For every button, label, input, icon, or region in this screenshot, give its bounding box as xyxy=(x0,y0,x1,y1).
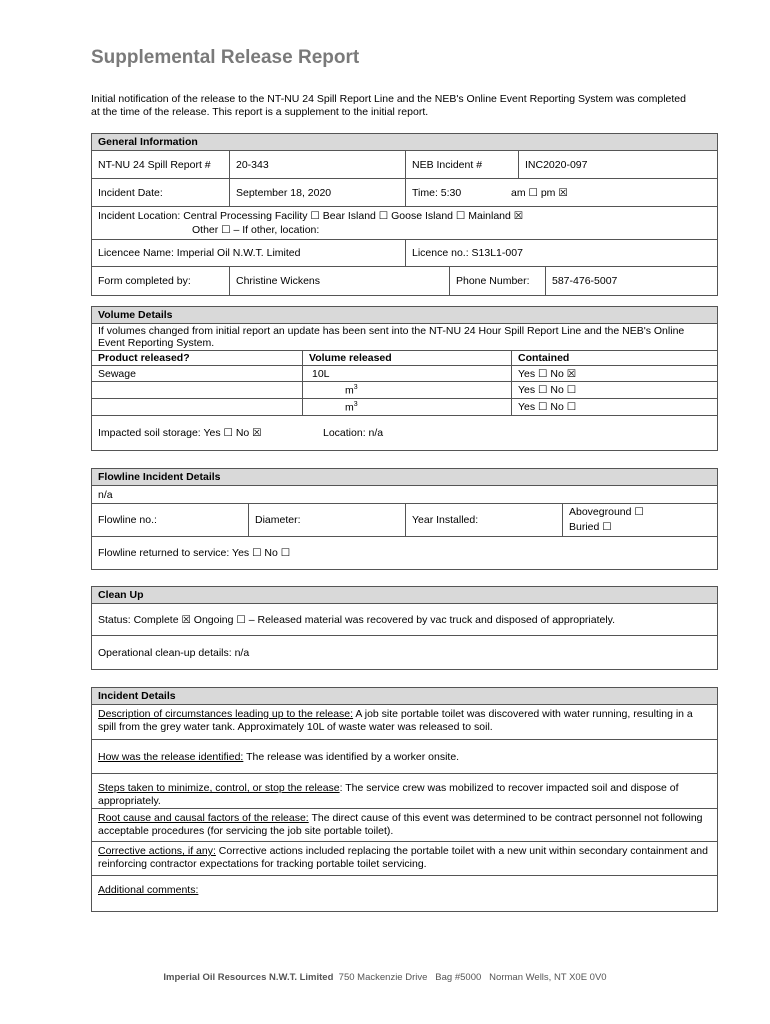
incident-location-options: Incident Location: Central Processing Facility ☐ Bear Island ☐ Goose Island ☐ Mainland ☒ xyxy=(98,210,524,222)
form-completed-row xyxy=(92,267,717,295)
contained-header: Contained xyxy=(518,352,570,364)
incident-time: Time: 5:30 xyxy=(412,186,462,199)
phone-number-value: 587-476-5007 xyxy=(552,275,618,287)
year-installed-label: Year Installed: xyxy=(412,514,479,526)
spill-report-label: NT-NU 24 Spill Report # xyxy=(98,158,211,171)
cleanup-operational: Operational clean-up details: n/a xyxy=(98,646,250,659)
contained-value: Yes ☐ No ☐ xyxy=(518,384,577,396)
incident-location-other: Other ☐ – If other, location: xyxy=(192,224,320,236)
footer-company: Imperial Oil Resources N.W.T. Limited xyxy=(163,972,334,983)
incident-date-value: September 18, 2020 xyxy=(236,186,332,199)
flowline-na-row xyxy=(92,486,717,504)
flowline-section xyxy=(91,468,718,570)
volume-details-header: Volume Details xyxy=(92,307,717,324)
soil-storage-row xyxy=(92,416,717,450)
licence-number: Licence no.: S13L1-007 xyxy=(412,247,523,259)
additional-comments-row xyxy=(92,876,717,911)
volume-unit: $m^3$ xyxy=(345,383,358,397)
buried-checkbox: Buried ☐ xyxy=(569,521,612,533)
volume-row xyxy=(92,399,717,416)
volume-row xyxy=(92,366,717,382)
identified-text: The release was identified by a worker onsite. xyxy=(243,751,460,763)
description-row xyxy=(92,705,717,740)
spill-report-value: 20-343 xyxy=(236,158,269,171)
corrective-actions-label: Corrective actions, if any: xyxy=(98,845,216,857)
cleanup-operational-row xyxy=(92,636,717,669)
contained-value: Yes ☐ No ☐ xyxy=(518,401,577,413)
root-cause-text: The direct cause of this event was determined to be contract personnel not following acceptable procedures (for servicing the job site portable toilet). xyxy=(98,812,703,837)
volume-note: If volumes changed from initial report an update has been sent into the NT-NU 24 Hour Spill Report Line and the NEB's Online Event Reporting System. xyxy=(98,325,685,349)
identified-row xyxy=(92,740,717,774)
incident-date-row xyxy=(92,179,717,207)
am-pm-checkboxes: am ☐ pm ☒ xyxy=(511,186,568,199)
volume-unit: $m^3$ xyxy=(345,400,358,414)
incident-details-section xyxy=(91,687,718,912)
footer xyxy=(0,972,770,983)
description-text: A job site portable toilet was discovered with water running, resulting in a spill from the grey water tank. Approximately 10L of waste water was released to soil. xyxy=(98,708,693,733)
general-information-header: General Information xyxy=(92,134,717,151)
additional-comments-label: Additional comments: xyxy=(98,884,199,896)
flowline-details-row xyxy=(92,504,717,537)
spill-report-row xyxy=(92,151,717,179)
cleanup-status: Status: Complete ☒ Ongoing ☐ – Released material was recovered by vac truck and disposed of appropriately. xyxy=(98,613,616,626)
page-title: Supplemental Release Report xyxy=(91,47,360,68)
flowline-number-label: Flowline no.: xyxy=(98,514,157,526)
flowline-na: n/a xyxy=(98,488,113,501)
clean-up-section xyxy=(91,586,718,670)
volume-row xyxy=(92,382,717,399)
neb-incident-label: NEB Incident # xyxy=(412,158,483,171)
soil-location: Location: n/a xyxy=(323,427,384,439)
form-completed-value: Christine Wickens xyxy=(236,275,321,287)
diameter-label: Diameter: xyxy=(255,514,301,526)
general-information-section xyxy=(91,133,718,296)
form-completed-label: Form completed by: xyxy=(98,275,191,287)
licencee-name: Licencee Name: Imperial Oil N.W.T. Limited xyxy=(98,247,301,259)
incident-date-label: Incident Date: xyxy=(98,186,163,199)
root-cause-label: Root cause and causal factors of the release: xyxy=(98,812,309,824)
intro-text: Initial notification of the release to the NT-NU 24 Spill Report Line and the NEB's Online Event Reporting System was completed at the time of the release. This report is a supplement to the initial report. xyxy=(91,93,686,118)
flowline-returned: Flowline returned to service: Yes ☐ No ☐ xyxy=(98,547,291,559)
flowline-header: Flowline Incident Details xyxy=(92,469,717,486)
description-label: Description of circumstances leading up to the release: xyxy=(98,708,354,720)
phone-number-label: Phone Number: xyxy=(456,275,530,287)
volume-table-header xyxy=(92,350,717,366)
incident-location-row xyxy=(92,207,717,240)
footer-address: 750 Mackenzie Drive Bag #5000 Norman Wells, NT X0E 0V0 xyxy=(333,972,607,983)
volume-details-section xyxy=(91,306,718,451)
volume-released-header: Volume released xyxy=(309,352,392,364)
flowline-returned-row xyxy=(92,537,717,569)
contained-value: Yes ☐ No ☒ xyxy=(518,367,577,380)
incident-details-header: Incident Details xyxy=(92,688,717,705)
product-value: Sewage xyxy=(98,367,136,380)
neb-incident-value: INC2020-097 xyxy=(525,158,588,171)
steps-label: Steps taken to minimize, control, or stop the release xyxy=(98,782,340,794)
aboveground-checkbox: Aboveground ☐ xyxy=(569,506,644,518)
cleanup-status-row xyxy=(92,604,717,636)
clean-up-header: Clean Up xyxy=(92,587,717,604)
root-cause-row xyxy=(92,809,717,842)
corrective-actions-text: Corrective actions included replacing the portable toilet with a new unit within secondary containment and reinforcing contractor expectations for tracking portable toilet servicing. xyxy=(98,845,708,870)
steps-text: : The service crew was mobilized to recover impacted soil and dispose of appropriately. xyxy=(98,782,679,807)
identified-label: How was the release identified: xyxy=(98,751,244,763)
volume-value: 10L xyxy=(312,367,330,380)
product-released-header: Product released? xyxy=(98,352,190,364)
soil-storage: Impacted soil storage: Yes ☐ No ☒ xyxy=(98,427,262,439)
licencee-row xyxy=(92,240,717,267)
steps-row xyxy=(92,774,717,809)
corrective-actions-row xyxy=(92,842,717,876)
